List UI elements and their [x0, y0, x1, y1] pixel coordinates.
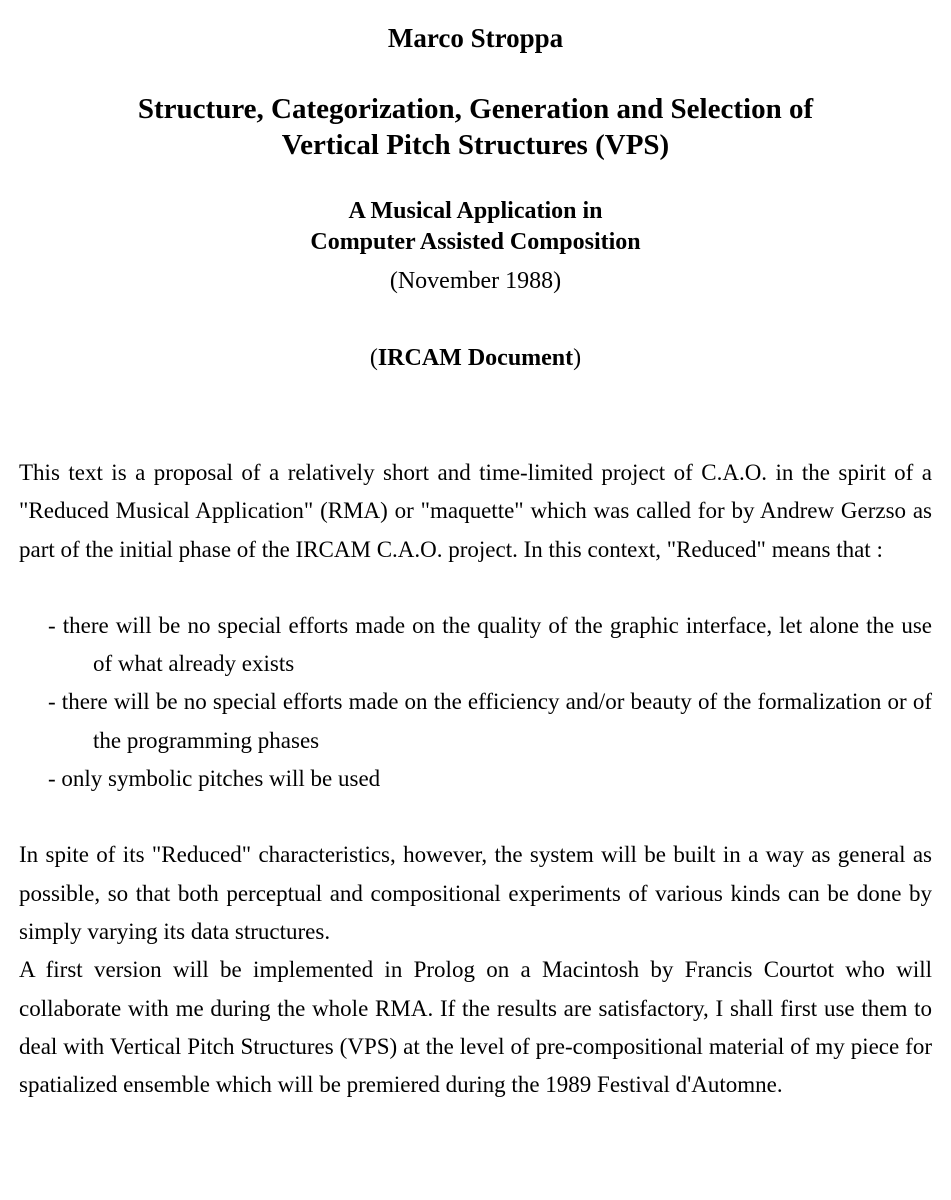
title-line-1: Structure, Categorization, Generation and Selection of: [137, 93, 814, 125]
document-type-close-paren: ): [573, 345, 582, 371]
list-item: - only symbolic pitches will be used: [48, 766, 381, 792]
subtitle-line-1: A Musical Application in: [348, 198, 603, 224]
document-subtitle: [19, 163, 932, 258]
list-item: - there will be no special efforts made on the quality of the graphic interface, let alone the use of what already exists: [48, 612, 932, 677]
characteristics-paragraph: In spite of its "Reduced" characteristics, however, the system will be built in a way as general as possible, so that both perceptual and compositional experiments of various kinds can be done by simply varying its data structures.: [19, 842, 932, 944]
implementation-paragraph: A first version will be implemented in Prolog on a Macintosh by Francis Courtot who will collaborate with me during the whole RMA. If the results are satisfactory, I shall first use them to deal with Vertical Pitch Structures (VPS) at the level of pre-compositional material of my piece for spatialized ensemble which will be premiered during the 1989 Festival d'Automne.: [19, 957, 932, 1098]
subtitle-line-2: Computer Assisted Composition: [310, 229, 641, 255]
document-type-open-paren: (: [369, 345, 378, 371]
document-type-label: IRCAM Document: [377, 345, 574, 371]
document-title: [19, 54, 932, 163]
author-name: Marco Stroppa: [387, 23, 564, 53]
title-line-2: Vertical Pitch Structures (VPS): [281, 129, 670, 161]
list-item: - there will be no special efforts made on the efficiency and/or beauty of the formalization or of the programming phases: [48, 689, 932, 753]
document-date: (November 1988): [389, 268, 562, 294]
conditions-list: [19, 569, 932, 798]
intro-paragraph: This text is a proposal of a relatively short and time-limited project of C.A.O. in the spirit of a "Reduced Musical Application" (RMA) or "maquette" which was called for by Andrew Gerzso as part of the initial phase of the IRCAM C.A.O. project. In this context, "Reduced" means that :: [19, 460, 932, 562]
document-type: [19, 297, 932, 374]
